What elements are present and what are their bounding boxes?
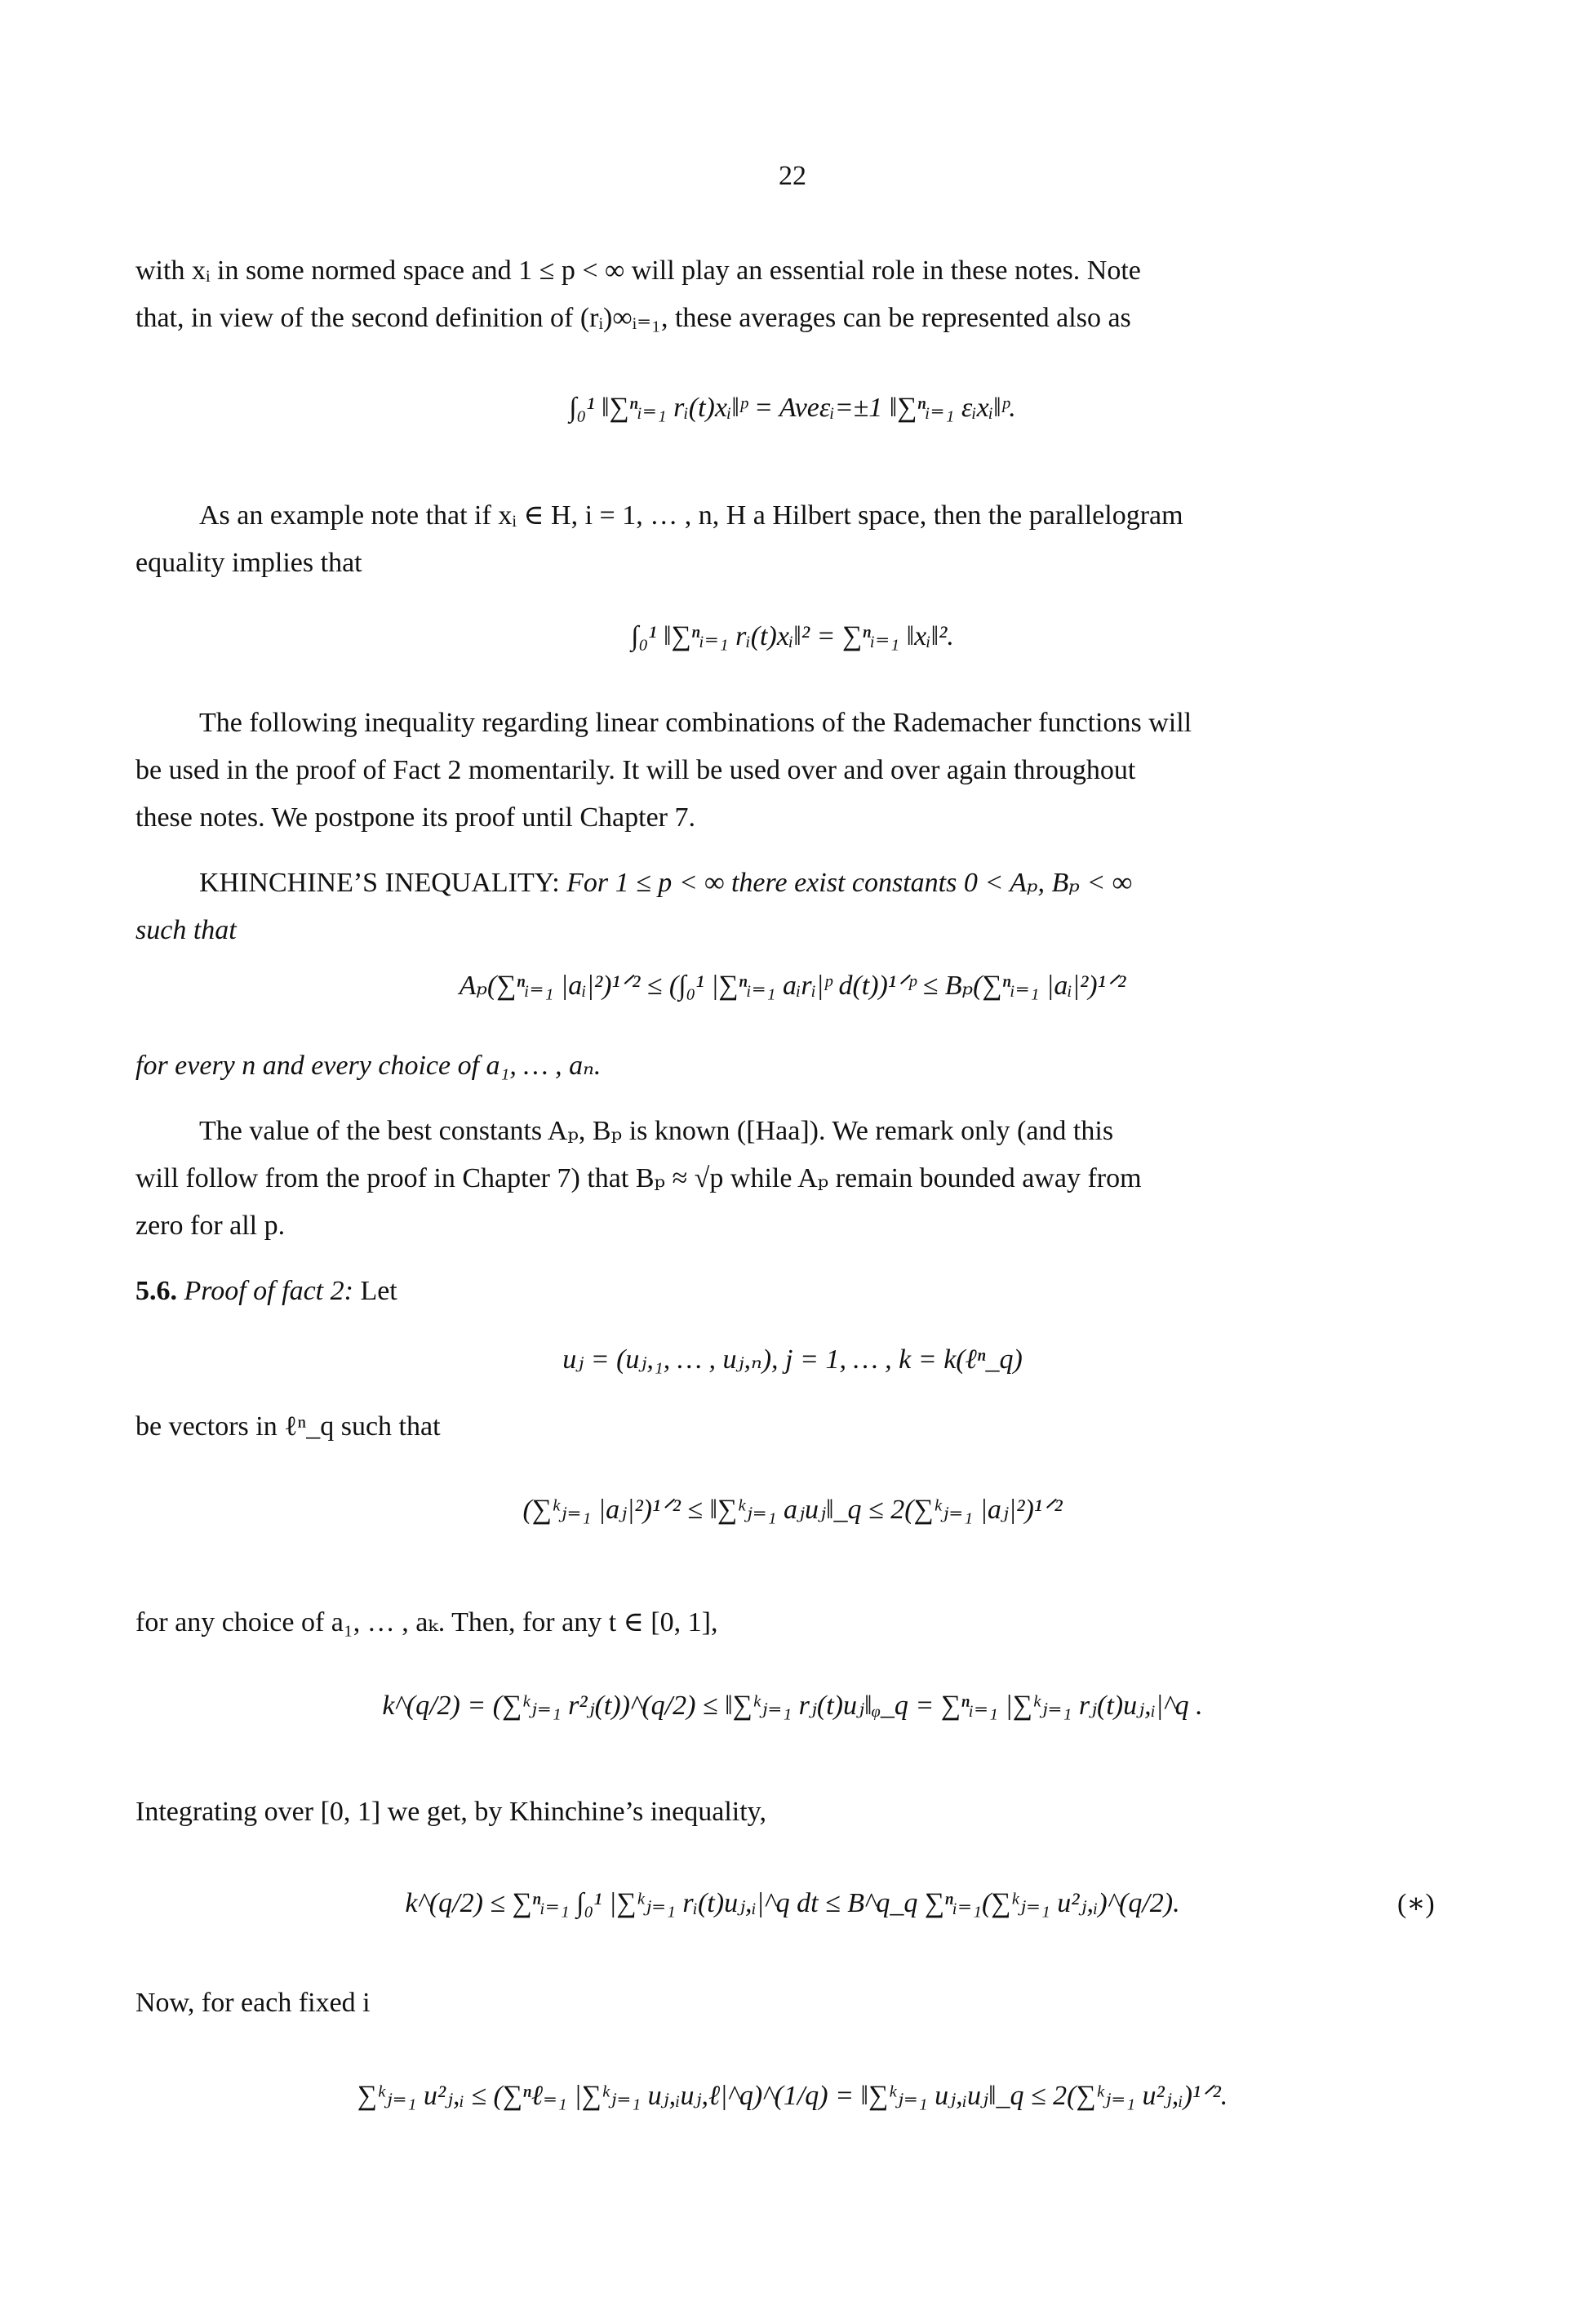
equation-7-tag: (∗) bbox=[1397, 1889, 1435, 1919]
theorem-name: KHINCHINE’S INEQUALITY: bbox=[199, 868, 560, 898]
text-line-17: Integrating over [0, 1] we get, by Khinchine’s inequality, bbox=[135, 1797, 766, 1827]
section-lead: Let bbox=[360, 1276, 397, 1306]
equation-1 bbox=[0, 392, 1585, 424]
equation-7 bbox=[0, 1887, 1585, 1920]
equation-2-body: ∫₀¹ ‖∑ⁿᵢ₌₁ rᵢ(t)xᵢ‖² = ∑ⁿᵢ₌₁ ‖xᵢ‖². bbox=[631, 621, 954, 651]
section-heading bbox=[135, 1275, 397, 1308]
theorem-statement: For 1 ≤ p < ∞ there exist constants 0 < Aₚ, Bₚ < ∞ bbox=[566, 868, 1133, 898]
text-line-15: be vectors in ℓⁿ_q such that bbox=[135, 1411, 441, 1442]
equation-3 bbox=[0, 970, 1585, 1002]
equation-4-body: uⱼ = (uⱼ,₁, … , uⱼ,ₙ), j = 1, … , k = k(ℓⁿ_q) bbox=[562, 1344, 1023, 1375]
text-line-16: for any choice of a₁, … , aₖ. Then, for any t ∈ [0, 1], bbox=[135, 1607, 718, 1637]
text-line-6: be used in the proof of Fact 2 momentarily. It will be used over and over again throughout bbox=[135, 755, 1136, 785]
equation-5 bbox=[0, 1494, 1585, 1526]
equation-6 bbox=[0, 1690, 1585, 1722]
text-line-10: for every n and every choice of a₁, … , aₙ. bbox=[135, 1051, 602, 1081]
equation-6-body: k^(q/2) = (∑ᵏⱼ₌₁ r²ⱼ(t))^(q/2) ≤ ‖∑ᵏⱼ₌₁ rⱼ(t)uⱼ‖ᵩ_q = ∑ⁿᵢ₌₁ |∑ᵏⱼ₌₁ rⱼ(t)uⱼ,ᵢ|^q . bbox=[382, 1691, 1203, 1721]
text-line-3: As an example note that if xᵢ ∈ H, i = 1, … , n, H a Hilbert space, then the parallelogram bbox=[199, 500, 1183, 531]
equation-8-body: ∑ᵏⱼ₌₁ u²ⱼ,ᵢ ≤ (∑ⁿℓ₌₁ |∑ᵏⱼ₌₁ uⱼ,ᵢuⱼ,ℓ|^q)^(1/q) = ‖∑ᵏⱼ₌₁ uⱼ,ᵢuⱼ‖_q ≤ 2(∑ᵏⱼ₌₁ u²ⱼ,ᵢ)¹ᐟ². bbox=[357, 2081, 1228, 2111]
text-line-2: that, in view of the second definition of (rᵢ)∞ᵢ₌₁, these averages can be represented also as bbox=[135, 303, 1131, 333]
text-line-1: with xᵢ in some normed space and 1 ≤ p < ∞ will play an essential role in these notes. Note bbox=[135, 256, 1141, 286]
equation-1-body: ∫₀¹ ‖∑ⁿᵢ₌₁ rᵢ(t)xᵢ‖ᵖ = Aveεᵢ=±1 ‖∑ⁿᵢ₌₁ εᵢxᵢ‖ᵖ. bbox=[569, 393, 1016, 423]
equation-4 bbox=[0, 1344, 1585, 1376]
equation-2 bbox=[0, 620, 1585, 653]
section-number: 5.6. bbox=[135, 1276, 177, 1306]
text-line-12: will follow from the proof in Chapter 7) that Bₚ ≈ √p while Aₚ remain bounded away from bbox=[135, 1163, 1142, 1193]
theorem-heading bbox=[199, 867, 1132, 900]
text-line-18: Now, for each fixed i bbox=[135, 1988, 371, 2018]
text-line-4: equality implies that bbox=[135, 548, 362, 578]
equation-8 bbox=[0, 2080, 1585, 2113]
text-line-11: The value of the best constants Aₚ, Bₚ is known ([Haa]). We remark only (and this bbox=[199, 1116, 1114, 1146]
page-number: 22 bbox=[779, 161, 806, 191]
equation-5-body: (∑ᵏⱼ₌₁ |aⱼ|²)¹ᐟ² ≤ ‖∑ᵏⱼ₌₁ aⱼuⱼ‖_q ≤ 2(∑ᵏⱼ₌₁ |aⱼ|²)¹ᐟ² bbox=[522, 1495, 1063, 1525]
section-title: Proof of fact 2: bbox=[184, 1276, 353, 1306]
equation-3-body: Aₚ(∑ⁿᵢ₌₁ |aᵢ|²)¹ᐟ² ≤ (∫₀¹ |∑ⁿᵢ₌₁ aᵢrᵢ|ᵖ d(t))¹ᐟᵖ ≤ Bₚ(∑ⁿᵢ₌₁ |aᵢ|²)¹ᐟ² bbox=[459, 971, 1126, 1001]
equation-7-body: k^(q/2) ≤ ∑ⁿᵢ₌₁ ∫₀¹ |∑ᵏⱼ₌₁ rᵢ(t)uⱼ,ᵢ|^q dt ≤ B^q_q ∑ⁿᵢ₌₁(∑ᵏⱼ₌₁ u²ⱼ,ᵢ)^(q/2). bbox=[405, 1888, 1180, 1918]
text-line-7: these notes. We postpone its proof until Chapter 7. bbox=[135, 802, 695, 833]
text-line-5: The following inequality regarding linear combinations of the Rademacher functions will bbox=[199, 708, 1192, 738]
text-line-9: such that bbox=[135, 915, 237, 945]
text-line-13: zero for all p. bbox=[135, 1211, 286, 1241]
